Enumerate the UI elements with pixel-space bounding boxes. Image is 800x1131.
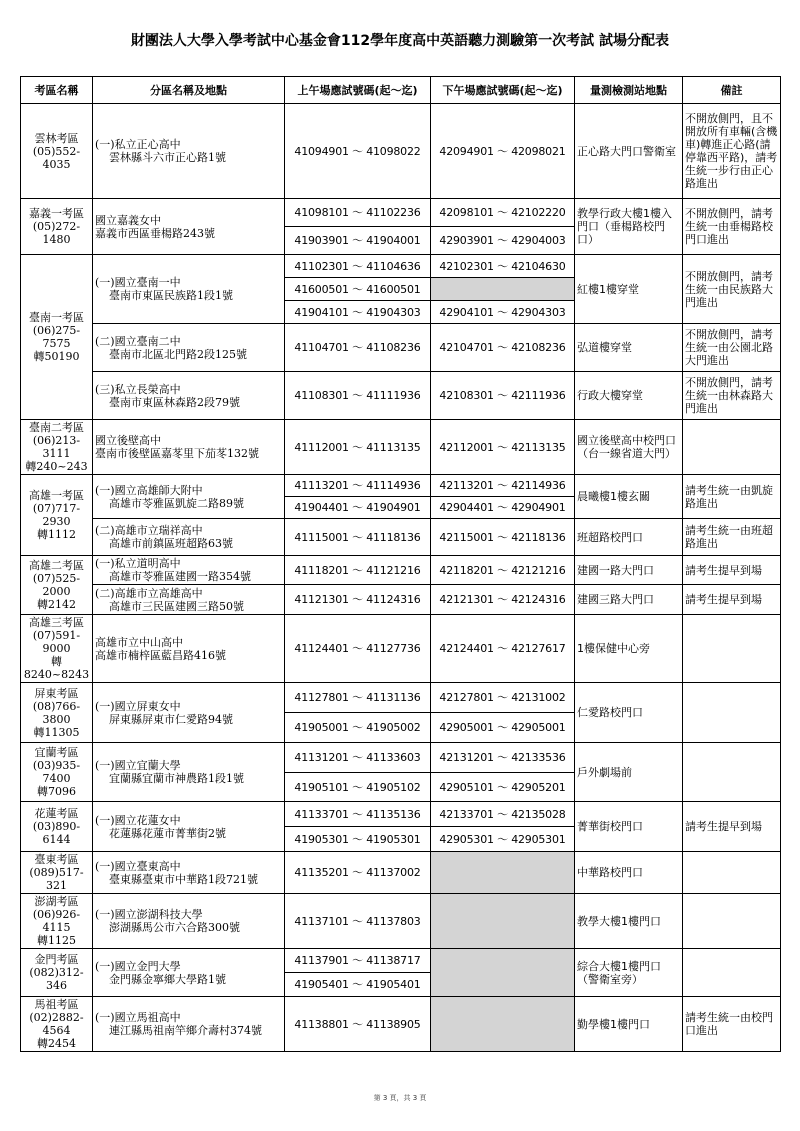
table-row — [21, 255, 781, 278]
table-row — [21, 949, 781, 973]
pm-range: 42133701 ～ 42135028 — [431, 802, 575, 827]
note-cell — [683, 743, 781, 802]
school-cell: (一)國立臺東高中 臺東縣臺東市中華路1段721號 — [93, 852, 285, 894]
pm-range: 42118201 ～ 42121216 — [431, 556, 575, 585]
station-cell: 國立後壁高中校門口（台一線省道大門） — [575, 420, 683, 475]
am-range: 41905101 ～ 41905102 — [285, 773, 431, 802]
note-cell: 不開放側門，請考生統一由民族路大門進出 — [683, 255, 781, 324]
pm-range-empty — [431, 852, 575, 894]
pm-range: 42903901 ～ 42904003 — [431, 227, 575, 255]
pm-range: 42127801 ～ 42131002 — [431, 683, 575, 713]
pm-range-empty — [431, 997, 575, 1052]
note-cell: 請考生提早到場 — [683, 585, 781, 615]
area-cell: 臺東考區 (089)517-321 — [21, 852, 93, 894]
table-header-row — [21, 77, 781, 104]
school-cell: (三)私立長榮高中 臺南市東區林森路2段79號 — [93, 372, 285, 420]
pm-range-empty — [431, 894, 575, 949]
am-range: 41113201 ～ 41114936 — [285, 475, 431, 497]
am-range: 41135201 ～ 41137002 — [285, 852, 431, 894]
note-cell: 不開放側門，請考生統一由公園北路大門進出 — [683, 324, 781, 372]
pm-range: 42904401 ～ 42904901 — [431, 497, 575, 519]
note-cell — [683, 683, 781, 743]
area-cell: 嘉義一考區 (05)272-1480 — [21, 199, 93, 255]
area-cell: 宜蘭考區 (03)935-7400 轉7096 — [21, 743, 93, 802]
area-cell: 澎湖考區 (06)926-4115 轉1125 — [21, 894, 93, 949]
pm-range: 42113201 ～ 42114936 — [431, 475, 575, 497]
pm-range: 42108301 ～ 42111936 — [431, 372, 575, 420]
school-cell: (一)私立道明高中 高雄市苓雅區建國一路354號 — [93, 556, 285, 585]
note-cell — [683, 949, 781, 997]
area-cell: 屏東考區 (08)766-3800 轉11305 — [21, 683, 93, 743]
table-row — [21, 372, 781, 420]
am-range: 41138801 ～ 41138905 — [285, 997, 431, 1052]
am-range: 41600501 ～ 41600501 — [285, 278, 431, 301]
page-title: 財團法人大學入學考試中心基金會112學年度高中英語聽力測驗第一次考試 試場分配表 — [130, 33, 670, 49]
am-range: 41124401 ～ 41127736 — [285, 615, 431, 683]
area-cell: 金門考區 (082)312-346 — [21, 949, 93, 997]
page-footer: 第 3 頁，共 3 頁 — [373, 1094, 427, 1102]
am-range: 41102301 ～ 41104636 — [285, 255, 431, 278]
header-area: 考區名稱 — [21, 77, 93, 104]
pm-range: 42112001 ～ 42113135 — [431, 420, 575, 475]
am-range: 41121301 ～ 41124316 — [285, 585, 431, 615]
pm-range: 42904101 ～ 42904303 — [431, 301, 575, 324]
school-cell: (二)高雄市立瑞祥高中 高雄市前鎮區班超路63號 — [93, 519, 285, 556]
pm-range-empty — [431, 949, 575, 997]
table-row — [21, 475, 781, 497]
station-cell: 菁華街校門口 — [575, 802, 683, 852]
school-cell: (一)國立臺南一中 臺南市東區民族路1段1號 — [93, 255, 285, 324]
am-range: 41137901 ～ 41138717 — [285, 949, 431, 973]
pm-range: 42094901 ～ 42098021 — [431, 104, 575, 199]
station-cell: 晨曦樓1樓玄關 — [575, 475, 683, 519]
am-range: 41904101 ～ 41904303 — [285, 301, 431, 324]
station-cell: 勤學樓1樓門口 — [575, 997, 683, 1052]
am-range: 41094901 ～ 41098022 — [285, 104, 431, 199]
am-range: 41118201 ～ 41121216 — [285, 556, 431, 585]
note-cell: 不開放側門，且不開放所有車輛(含機車)轉進正心路(請停靠西平路)，請考生統一步行由正心路進出 — [683, 104, 781, 199]
area-cell: 馬祖考區 (02)2882-4564 轉2454 — [21, 997, 93, 1052]
area-cell: 花蓮考區 (03)890-6144 — [21, 802, 93, 852]
am-range: 41098101 ～ 41102236 — [285, 199, 431, 227]
table-row — [21, 894, 781, 949]
table-row — [21, 743, 781, 773]
school-cell: (一)國立花蓮女中 花蓮縣花蓮市菁華街2號 — [93, 802, 285, 852]
pm-range: 42115001 ～ 42118136 — [431, 519, 575, 556]
pm-range: 42131201 ～ 42133536 — [431, 743, 575, 773]
pm-range: 42905101 ～ 42905201 — [431, 773, 575, 802]
school-cell: 高雄市立中山高中 高雄市楠梓區藍昌路416號 — [93, 615, 285, 683]
table-row — [21, 585, 781, 615]
station-cell: 中華路校門口 — [575, 852, 683, 894]
area-cell: 高雄一考區 (07)717-2930 轉1112 — [21, 475, 93, 556]
am-range: 41903901 ～ 41904001 — [285, 227, 431, 255]
note-cell: 請考生提早到場 — [683, 802, 781, 852]
table-row — [21, 997, 781, 1052]
station-cell: 弘道樓穿堂 — [575, 324, 683, 372]
note-cell — [683, 615, 781, 683]
area-cell: 高雄三考區 (07)591-9000 轉8240~8243 — [21, 615, 93, 683]
note-cell: 請考生提早到場 — [683, 556, 781, 585]
area-cell: 雲林考區 (05)552-4035 — [21, 104, 93, 199]
school-cell: (一)國立宜蘭大學 宜蘭縣宜蘭市神農路1段1號 — [93, 743, 285, 802]
note-cell — [683, 894, 781, 949]
am-range: 41104701 ～ 41108236 — [285, 324, 431, 372]
station-cell: 仁愛路校門口 — [575, 683, 683, 743]
school-cell: (一)國立澎湖科技大學 澎湖縣馬公市六合路300號 — [93, 894, 285, 949]
table-row — [21, 519, 781, 556]
header-pm: 下午場應試號碼(起～迄) — [431, 77, 575, 104]
am-range: 41127801 ～ 41131136 — [285, 683, 431, 713]
am-range: 41115001 ～ 41118136 — [285, 519, 431, 556]
header-station: 量測檢測站地點 — [575, 77, 683, 104]
station-cell: 戶外劇場前 — [575, 743, 683, 802]
school-cell: (二)國立臺南二中 臺南市北區北門路2段125號 — [93, 324, 285, 372]
station-cell: 紅樓1樓穿堂 — [575, 255, 683, 324]
note-cell: 請考生統一由凱旋路進出 — [683, 475, 781, 519]
header-school: 分區名稱及地點 — [93, 77, 285, 104]
pm-range: 42905001 ～ 42905001 — [431, 713, 575, 743]
station-cell: 綜合大樓1樓門口（警衛室旁） — [575, 949, 683, 997]
pm-range: 42905301 ～ 42905301 — [431, 827, 575, 852]
station-cell: 教學行政大樓1樓入門口（垂楊路校門口） — [575, 199, 683, 255]
school-cell: (一)國立高雄師大附中 高雄市苓雅區凱旋二路89號 — [93, 475, 285, 519]
area-cell: 高雄二考區 (07)525-2000 轉2142 — [21, 556, 93, 615]
station-cell: 班超路校門口 — [575, 519, 683, 556]
header-am: 上午場應試號碼(起～迄) — [285, 77, 431, 104]
station-cell: 行政大樓穿堂 — [575, 372, 683, 420]
exam-site-table — [20, 76, 781, 1052]
station-cell: 建國一路大門口 — [575, 556, 683, 585]
school-cell: (一)私立正心高中 雲林縣斗六市正心路1號 — [93, 104, 285, 199]
school-cell: (一)國立馬祖高中 連江縣馬祖南竿鄉介壽村374號 — [93, 997, 285, 1052]
pm-range: 42098101 ～ 42102220 — [431, 199, 575, 227]
am-range: 41131201 ～ 41133603 — [285, 743, 431, 773]
station-cell: 1樓保健中心旁 — [575, 615, 683, 683]
station-cell: 教學大樓1樓門口 — [575, 894, 683, 949]
station-cell: 正心路大門口警衛室 — [575, 104, 683, 199]
am-range: 41905001 ～ 41905002 — [285, 713, 431, 743]
pm-range: 42121301 ～ 42124316 — [431, 585, 575, 615]
pm-range: 42102301 ～ 42104630 — [431, 255, 575, 278]
pm-range: 42124401 ～ 42127617 — [431, 615, 575, 683]
table-row — [21, 556, 781, 585]
am-range: 41904401 ～ 41904901 — [285, 497, 431, 519]
station-cell: 建國三路大門口 — [575, 585, 683, 615]
am-range: 41905301 ～ 41905301 — [285, 827, 431, 852]
note-cell: 請考生統一由校門口進出 — [683, 997, 781, 1052]
table-row — [21, 104, 781, 199]
table-row — [21, 615, 781, 683]
note-cell: 不開放側門，請考生統一由垂楊路校門口進出 — [683, 199, 781, 255]
note-cell — [683, 420, 781, 475]
area-cell: 臺南二考區 (06)213-3111 轉240~243 — [21, 420, 93, 475]
table-row — [21, 683, 781, 713]
am-range: 41133701 ～ 41135136 — [285, 802, 431, 827]
am-range: 41905401 ～ 41905401 — [285, 973, 431, 997]
am-range: 41112001 ～ 41113135 — [285, 420, 431, 475]
table-row — [21, 324, 781, 372]
area-cell: 臺南一考區 (06)275-7575 轉50190 — [21, 255, 93, 420]
pm-range-empty — [431, 278, 575, 301]
note-cell: 請考生統一由班超路進出 — [683, 519, 781, 556]
am-range: 41137101 ～ 41137803 — [285, 894, 431, 949]
note-cell — [683, 852, 781, 894]
school-cell: 國立嘉義女中 嘉義市西區垂楊路243號 — [93, 199, 285, 255]
school-cell: (一)國立金門大學 金門縣金寧鄉大學路1號 — [93, 949, 285, 997]
school-cell: 國立後壁高中 臺南市後壁區嘉苳里下茄苳132號 — [93, 420, 285, 475]
header-note: 備註 — [683, 77, 781, 104]
pm-range: 42104701 ～ 42108236 — [431, 324, 575, 372]
school-cell: (二)高雄市立高雄高中 高雄市三民區建國三路50號 — [93, 585, 285, 615]
table-row — [21, 199, 781, 227]
school-cell: (一)國立屏東女中 屏東縣屏東市仁愛路94號 — [93, 683, 285, 743]
table-row — [21, 852, 781, 894]
table-row — [21, 420, 781, 475]
note-cell: 不開放側門，請考生統一由林森路大門進出 — [683, 372, 781, 420]
table-row — [21, 802, 781, 827]
am-range: 41108301 ～ 41111936 — [285, 372, 431, 420]
